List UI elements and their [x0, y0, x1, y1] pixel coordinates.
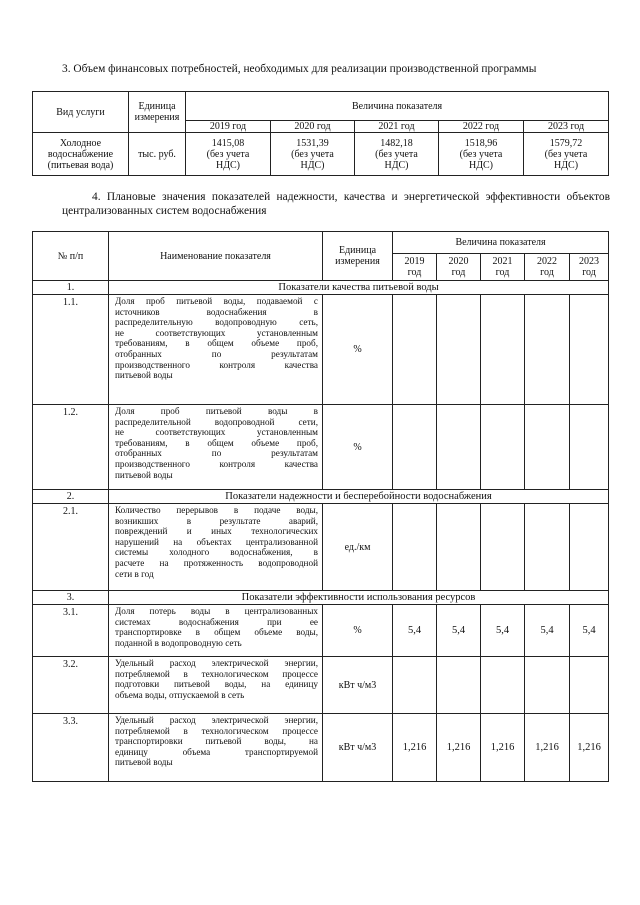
indicator-value: 1,216 [525, 714, 570, 782]
indicator-name [109, 504, 323, 591]
indicator-value: 5,4 [570, 605, 609, 657]
year-cell: 2019 год [186, 121, 271, 133]
indicator-name-line: Доля проб питьевой воды в [115, 406, 318, 416]
section-row [33, 490, 609, 504]
indicator-name-line: распределительной водопроводной сети, [115, 416, 318, 427]
indicator-value [570, 295, 609, 405]
indicator-value [393, 504, 437, 591]
indicator-value: 1,216 [570, 714, 609, 782]
year-cell: 2023 год [524, 121, 609, 133]
indicator-name-line: сети в год [115, 568, 154, 579]
indicators-table [32, 231, 609, 782]
section-title: Показатели надежности и бесперебойности водоснабжения [109, 490, 609, 504]
header-value: Величина показателя [393, 232, 609, 254]
header-value: Величина показателя [186, 92, 609, 121]
indicator-row [33, 504, 609, 591]
indicator-num: 3.3. [33, 714, 109, 782]
unit-cell: тыс. руб. [129, 133, 186, 176]
indicator-name [109, 714, 323, 782]
indicator-value [481, 295, 525, 405]
indicator-name-line: системах водоснабжения при ее [115, 616, 318, 627]
indicator-name-line: отобранных по результатам [115, 448, 318, 459]
section-num: 1. [33, 281, 109, 295]
indicator-name-line: Доля потерь воды в централизованных [115, 606, 318, 616]
indicator-name-line: повреждений и иных технологических [115, 526, 318, 537]
header-num: № п/п [33, 232, 109, 281]
section-row [33, 281, 609, 295]
indicator-value [570, 657, 609, 714]
indicator-value [481, 405, 525, 490]
indicator-value: 1,216 [393, 714, 437, 782]
indicator-name-line: возникших в результате аварий, [115, 515, 318, 526]
year-cell: 2021 год [481, 254, 525, 281]
indicator-name-line: транспортировке в общем объеме воды, [115, 627, 318, 638]
indicator-value [525, 657, 570, 714]
value-cell: 1531,39 (без учета НДС) [271, 133, 355, 176]
indicator-name-line: распределительную водопроводную сеть, [115, 317, 318, 328]
indicator-row [33, 714, 609, 782]
indicator-name-line: расчете на протяженность водопроводной [115, 557, 318, 568]
indicator-row [33, 657, 609, 714]
indicator-name-line: источников водоснабжения в [115, 306, 318, 317]
value-cell: 1579,72 (без учета НДС) [524, 133, 609, 176]
indicator-value: 5,4 [437, 605, 481, 657]
financial-needs-table [32, 91, 609, 176]
indicator-name-line: поданной в водопроводную сеть [115, 637, 242, 648]
year-cell: 2020 год [437, 254, 481, 281]
indicator-name-line: Удельный расход электрической энергии, [115, 658, 318, 668]
indicator-num: 2.1. [33, 504, 109, 591]
indicator-name-line: потребляемой в технологическом процессе [115, 725, 318, 736]
indicator-row [33, 605, 609, 657]
year-cell: 2021 год [355, 121, 439, 133]
header-name: Наименование показателя [109, 232, 323, 281]
indicator-value: 1,216 [481, 714, 525, 782]
indicator-unit: ед./км [323, 504, 393, 591]
indicator-name-line: питьевой воды [115, 370, 173, 381]
header-unit: Единица измерения [323, 232, 393, 281]
indicator-name-line: объема воды, отпускаемой в сеть [115, 689, 245, 700]
indicator-row [33, 295, 609, 405]
indicator-num: 3.1. [33, 605, 109, 657]
indicator-num: 1.1. [33, 295, 109, 405]
indicator-name-line: нарушений на объектах централизованной [115, 536, 318, 547]
indicator-value [481, 657, 525, 714]
indicator-name-line: производственного контроля качества [115, 359, 318, 370]
indicator-value [393, 405, 437, 490]
indicator-value: 5,4 [393, 605, 437, 657]
indicator-unit: % [323, 605, 393, 657]
indicator-name-line: требованиям, в общем объеме проб, [115, 338, 318, 349]
indicator-value [525, 405, 570, 490]
indicator-value [437, 657, 481, 714]
indicator-row [33, 405, 609, 490]
indicator-value [437, 295, 481, 405]
section-3-title: 3. Объем финансовых потребностей, необходимых для реализации производственной программы [62, 63, 537, 75]
indicator-value [525, 504, 570, 591]
indicator-name-line: единицу объема транспортируемой [115, 746, 318, 757]
indicator-value [570, 405, 609, 490]
indicator-name-line: Количество перерывов в подаче воды, [115, 505, 318, 515]
section-4-title: 4. Плановые значения показателей надежности, качества и энергетической эффективности объектов централизованных систем водоснабжения [62, 191, 610, 217]
value-cell: 1482,18 (без учета НДС) [355, 133, 439, 176]
indicator-name [109, 405, 323, 490]
indicator-value [570, 504, 609, 591]
indicator-value: 5,4 [481, 605, 525, 657]
indicator-value [481, 504, 525, 591]
section-num: 3. [33, 591, 109, 605]
indicator-unit: % [323, 405, 393, 490]
year-cell: 2022 год [525, 254, 570, 281]
section-title: Показатели качества питьевой воды [109, 281, 609, 295]
section-row [33, 591, 609, 605]
indicator-value: 1,216 [437, 714, 481, 782]
year-cell: 2022 год [439, 121, 524, 133]
indicator-name-line: подготовки питьевой воды, на единицу [115, 679, 318, 690]
indicator-value [437, 405, 481, 490]
indicator-unit: % [323, 295, 393, 405]
indicator-name [109, 657, 323, 714]
indicator-value [525, 295, 570, 405]
header-service: Вид услуги [33, 92, 129, 133]
indicator-name-line: Удельный расход электрической энергии, [115, 715, 318, 725]
indicator-name [109, 605, 323, 657]
indicator-name-line: производственного контроля качества [115, 458, 318, 469]
indicator-unit: кВт ч/м3 [323, 714, 393, 782]
year-cell: 2023 год [570, 254, 609, 281]
indicator-name-line: не соответствующих установленным [115, 327, 318, 338]
indicator-name [109, 295, 323, 405]
indicator-name-line: потребляемой в технологическом процессе [115, 668, 318, 679]
year-cell: 2019 год [393, 254, 437, 281]
service-name: Холодное водоснабжение (питьевая вода) [33, 133, 129, 176]
indicator-name-line: транспортировки питьевой воды, на [115, 736, 318, 747]
indicator-name-line: питьевой воды [115, 757, 173, 768]
indicator-name-line: Доля проб питьевой воды, подаваемой с [115, 296, 318, 306]
indicator-num: 1.2. [33, 405, 109, 490]
year-cell: 2020 год [271, 121, 355, 133]
header-unit: Единица измерения [129, 92, 186, 133]
indicator-value [437, 504, 481, 591]
section-num: 2. [33, 490, 109, 504]
indicator-name-line: не соответствующих установленным [115, 427, 318, 438]
value-cell: 1415,08 (без учета НДС) [186, 133, 271, 176]
indicator-value [393, 295, 437, 405]
indicator-unit: кВт ч/м3 [323, 657, 393, 714]
indicator-name-line: требованиям, в общем объеме проб, [115, 437, 318, 448]
indicator-name-line: питьевой воды [115, 469, 173, 480]
indicator-name-line: отобранных по результатам [115, 348, 318, 359]
indicator-name-line: системы холодного водоснабжения, в [115, 547, 318, 558]
indicator-num: 3.2. [33, 657, 109, 714]
indicator-value [393, 657, 437, 714]
indicator-value: 5,4 [525, 605, 570, 657]
value-cell: 1518,96 (без учета НДС) [439, 133, 524, 176]
section-title: Показатели эффективности использования ресурсов [109, 591, 609, 605]
